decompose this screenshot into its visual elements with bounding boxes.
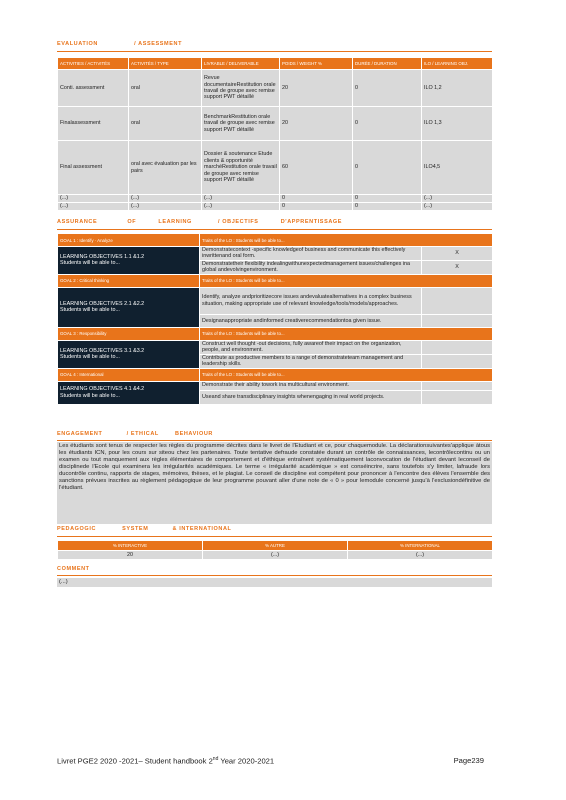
assurance-heading: ASSURANCE OF LEARNING / OBJECTIFS D'APPRENTISSAGE xyxy=(57,219,343,225)
footer-year: Year 2020-2021 xyxy=(220,756,275,766)
interactive-value: 20 xyxy=(58,551,203,560)
mode-cell: oral avec évaluation par les pairs xyxy=(129,141,202,195)
pedagogy-header-row xyxy=(58,541,493,551)
trait-mark xyxy=(422,314,493,327)
engagement-rule xyxy=(57,440,492,441)
col-type: ACTIVITÉS / TYPE xyxy=(129,58,202,70)
mode-cell: oral xyxy=(129,70,202,107)
trait-mark: X xyxy=(422,247,493,261)
col-activity: ACTIVITIES / ACTIVITÉS xyxy=(58,58,129,70)
trait-row xyxy=(58,287,493,314)
objective-subtitle: Students will be able to... xyxy=(60,354,120,361)
autre-value: (...) xyxy=(203,551,348,560)
goal-header-row xyxy=(58,274,493,287)
objective-subtitle: Students will be able to... xyxy=(60,392,120,399)
page-footer xyxy=(57,756,484,766)
trait-text: Designanappropriate andinformed creativerecommendationtoa given issue. xyxy=(200,314,422,327)
col-interactive: % INTERACTIVE xyxy=(58,541,203,551)
objective-label xyxy=(58,340,200,368)
trait-text: Construct well thought -out decisions, fully awareof their impact on the organization, people, and environment. xyxy=(200,340,422,354)
duration-cell: 0 xyxy=(353,107,422,141)
trait-mark xyxy=(422,381,493,390)
engagement-text: Les étudiants sont tenus de respecter les règles du programme décrites dans le livret de l'Etudiant et ce, pour chaquemodule. La déclarationsuivantes'applique àtous les étudiants ICN, pour les cours sur siteou chez les partenaires. Toute tentative defraude constatée durant un contrôle de connaissances, lecontrôlecontinu ou un examen ou tout manquement aux règles élémentaires de comportement et d'éthique entraînent systématiquement laconvocation de l'étudiant devant leconseil de disciplinede l'Ecole qui examinera les irrégularités académiques. Le terme « irrégularité académique » est conséincrire, sans toutefois s'y limiter, lafraude lors ducontrôle continu, rapports de stages, mémoires, thèses, et le plagiat. Le conseil de discipline est compétent pour prononcer à l'encontre des élèves l'ensemble des sanctions prévues inscrites au règlement pédagogique de leur programme pouvant aller d'une note de « 0 » pour lemodule concerné jusqu'à l'exclusiondéfinitive de l'étudiant. xyxy=(57,442,492,524)
table-row xyxy=(58,203,493,211)
activity-cell: Conti. assessment xyxy=(58,70,129,107)
pedagogy-heading: PEDAGOGIC SYSTEM & INTERNATIONAL xyxy=(57,526,232,532)
weight-cell: 20 xyxy=(280,70,353,107)
mode-cell: (...) xyxy=(129,203,202,211)
engagement-heading: ENGAGEMENT / ETHICAL BEHAVIOUR xyxy=(57,431,213,437)
trait-mark: X xyxy=(422,260,493,274)
comment-heading: COMMENT xyxy=(57,566,90,572)
trait-text: Contribute as productive members to a range of demonstrateteam management and leadership skills. xyxy=(200,354,422,368)
col-deliverable: LIVRABLE / DELIVERABLE xyxy=(202,58,280,70)
trait-text: Useand share transdisciplinary insights whenengaging in real world projects. xyxy=(200,390,422,404)
footer-superscript: nd xyxy=(212,756,219,762)
table-row xyxy=(58,195,493,203)
goal-header-row xyxy=(58,327,493,340)
deliverable-cell: Revue documentaireRestitution orale travail de groupe avec remise support PWT détaillé xyxy=(202,70,280,107)
page-number: Page239 xyxy=(453,756,484,765)
table-row xyxy=(58,551,493,560)
objective-title: LEARNING OBJECTIVES 3.1 &3.2 xyxy=(60,347,145,354)
trait-text: Demonstrate their ability towork ina multicultural environment. xyxy=(200,381,422,390)
duration-cell: 0 xyxy=(353,203,422,211)
trait-mark xyxy=(422,340,493,354)
trait-row xyxy=(58,340,493,354)
objective-title: LEARNING OBJECTIVES 4.1 &4.2 xyxy=(60,386,145,393)
table-row xyxy=(58,70,493,107)
trait-text: Demonstratecontext -specific knowledgeof business and communicate this effectively inwrittenand oral form. xyxy=(200,247,422,261)
col-autre: % AUTRE xyxy=(203,541,348,551)
ilo-cell: (...) xyxy=(422,203,493,211)
objective-title: LEARNING OBJECTIVES 2.1 &2.2 xyxy=(60,300,145,307)
ilo-cell: ILO 1,3 xyxy=(422,107,493,141)
objective-subtitle: Students will be able to... xyxy=(60,260,120,267)
evaluation-header-row xyxy=(58,58,493,70)
trait-text: Identify, analyze andprioritizecore issues andevaluatealternatives in a complex business situation, making appropriate use of relevant knowledge/tools/models/approaches. xyxy=(200,287,422,314)
comment-rule xyxy=(57,575,492,576)
comment-text: (...) xyxy=(57,578,492,587)
deliverable-cell: (...) xyxy=(202,203,280,211)
col-ilo: ILO / LEARNING OBJ. xyxy=(422,58,493,70)
duration-cell: 0 xyxy=(353,141,422,195)
international-value: (...) xyxy=(348,551,493,560)
pedagogy-rule xyxy=(57,536,492,537)
objective-label xyxy=(58,247,200,275)
table-row xyxy=(58,107,493,141)
activity-cell: (...) xyxy=(58,203,129,211)
trait-mark xyxy=(422,390,493,404)
activity-cell: Final assessment xyxy=(58,141,129,195)
assurance-table xyxy=(57,233,493,405)
activity-cell: Finalassessment xyxy=(58,107,129,141)
trait-header: Traits of the LO : Students will be able to... xyxy=(200,327,493,340)
goal-header-row xyxy=(58,234,493,247)
evaluation-rule xyxy=(57,51,492,52)
weight-cell: 0 xyxy=(280,195,353,203)
goal-header: GOAL 4 : International xyxy=(58,368,200,381)
col-weight: POIDS / WEIGHT % xyxy=(280,58,353,70)
weight-cell: 20 xyxy=(280,107,353,141)
deliverable-cell: Dossier & soutenance Etude clients & opportunité marchéRestitution orale travail de groupe avec remise support PWT détaillé xyxy=(202,141,280,195)
deliverable-cell: (...) xyxy=(202,195,280,203)
trait-header: Traits of the LO : Students will be able to... xyxy=(200,368,493,381)
activity-cell: (...) xyxy=(58,195,129,203)
goal-header: GOAL 2 : Critical thinking xyxy=(58,274,200,287)
deliverable-cell: BenchmarkRestitution orale travail de groupe avec remise support PWT détaillé xyxy=(202,107,280,141)
duration-cell: 0 xyxy=(353,195,422,203)
goal-header-row xyxy=(58,368,493,381)
ilo-cell: ILO4,5 xyxy=(422,141,493,195)
goal-header: GOAL 3 : Responsibility xyxy=(58,327,200,340)
goal-header: GOAL 1 : Identify · Analyze xyxy=(58,234,200,247)
ilo-cell: ILO 1,2 xyxy=(422,70,493,107)
trait-mark xyxy=(422,354,493,368)
trait-row xyxy=(58,381,493,390)
objective-label xyxy=(58,381,200,404)
trait-text: Demonstratetheir flexibility indealingwithunexpectedmanagement issues/challenges ina global andevolvingenvironment. xyxy=(200,260,422,274)
evaluation-table xyxy=(57,57,493,211)
trait-mark xyxy=(422,287,493,314)
table-row xyxy=(58,141,493,195)
pedagogy-table xyxy=(57,540,493,560)
col-duration: DURÉE / DURATION xyxy=(353,58,422,70)
trait-header: Traits of the LO : Students will be able to... xyxy=(200,234,493,247)
mode-cell: oral xyxy=(129,107,202,141)
evaluation-heading: EVALUATION / ASSESSMENT xyxy=(57,41,183,47)
trait-row xyxy=(58,247,493,261)
mode-cell: (...) xyxy=(129,195,202,203)
weight-cell: 0 xyxy=(280,203,353,211)
duration-cell: 0 xyxy=(353,70,422,107)
assurance-rule xyxy=(57,229,492,230)
objective-label xyxy=(58,287,200,327)
col-international: % INTERNATIONAL xyxy=(348,541,493,551)
footer-title: Livret PGE2 2020 -2021– Student handbook 2 xyxy=(57,756,213,766)
weight-cell: 60 xyxy=(280,141,353,195)
objective-subtitle: Students will be able to... xyxy=(60,307,120,314)
trait-header: Traits of the LO : Students will be able to... xyxy=(200,274,493,287)
objective-title: LEARNING OBJECTIVES 1.1 &1.2 xyxy=(60,254,145,260)
ilo-cell: (...) xyxy=(422,195,493,203)
